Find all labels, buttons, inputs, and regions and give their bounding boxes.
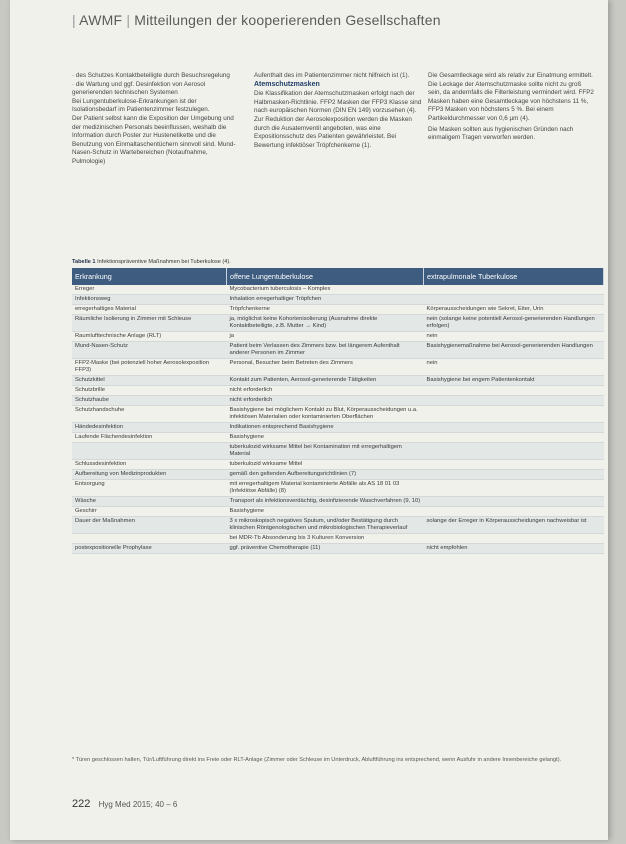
table-cell: Raumlufttechnische Anlage (RLT) — [72, 332, 227, 342]
table-cell: bei MDR-Tb Absonderung bis 3 Kulturen Konversion — [227, 534, 424, 544]
table-cell: Erreger — [72, 285, 227, 295]
table-cell: nicht erforderlich — [227, 386, 424, 396]
table-cell: Basishygienemaßnahme bei Aerosol-generierenden Handlungen — [424, 342, 604, 359]
table-cell — [424, 396, 604, 406]
table-row — [72, 460, 604, 470]
table-caption-text: Infektionspräventive Maßnahmen bei Tuberkulose (4). — [97, 259, 231, 265]
table-cell — [424, 423, 604, 433]
table-row — [72, 497, 604, 507]
paragraph: · des Schutzes Kontaktbeteiligte durch Besuchsregelung — [72, 72, 230, 79]
table-cell: Geschirr — [72, 507, 227, 517]
table-cell: Mycobacterium tuberculosis – Komplex — [227, 285, 424, 295]
table-cell — [424, 460, 604, 470]
body-text — [72, 72, 612, 252]
text-column-3 — [428, 72, 596, 143]
table-cell: erregerhaltiges Material — [72, 305, 227, 315]
table-cell: Schutzkittel — [72, 376, 227, 386]
journal-citation: Hyg Med 2015; 40 – 6 — [98, 800, 178, 809]
table-cell: ja, möglichst keine Kohortenisolierung (Ausnahme direkte Kontaktbeteiligte, z.B. Mutter → Kind) — [227, 315, 424, 332]
table-cell — [424, 295, 604, 305]
table-row — [72, 386, 604, 396]
table-cell: nicht erforderlich — [227, 396, 424, 406]
paragraph: Aufenthalt des im Patientenzimmer nicht hilfreich ist (1). — [254, 72, 410, 79]
table-row — [72, 305, 604, 315]
table-row — [72, 396, 604, 406]
table-cell: mit erregerhaltigem Material kontaminierte Abfälle als AS 18 01 03 (Infektiöse Abfälle) (8) — [227, 480, 424, 497]
table-cell: Laufende Flächendesinfektion — [72, 433, 227, 443]
text-column-1 — [72, 72, 240, 167]
table-cell: Entsorgung — [72, 480, 227, 497]
table-cell — [424, 386, 604, 396]
table-row — [72, 376, 604, 386]
table-cell: nicht empfohlen — [424, 544, 604, 554]
table-cell: Händedesinfektion — [72, 423, 227, 433]
table-cell: Dauer der Maßnahmen — [72, 517, 227, 534]
table-cell — [72, 443, 227, 460]
table-cell — [424, 470, 604, 480]
table-cell: tuberkulozid wirksame Mittel bei Kontamination mit erregerhaltigem Material — [227, 443, 424, 460]
table-caption — [72, 259, 602, 265]
table-cell: Transport als infektionsverdächtig, desinfizierende Waschverfahren (9, 10) — [227, 497, 424, 507]
table-cell — [424, 443, 604, 460]
table-cell: nein (solange keine potentiell Aerosol-generierenden Handlungen erfolgen) — [424, 315, 604, 332]
table-row — [72, 470, 604, 480]
table-cell: ja — [227, 332, 424, 342]
table-header-row — [72, 268, 604, 285]
table-cell — [424, 507, 604, 517]
table-row — [72, 517, 604, 534]
table-caption-label: Tabelle 1 — [72, 259, 96, 265]
header-section: AWMF — [79, 12, 123, 28]
table-cell: Basishygiene bei engem Patientenkontakt — [424, 376, 604, 386]
page-number: 222 — [72, 798, 91, 810]
section-heading: Atemschutzmasken — [254, 80, 320, 88]
table-cell: Basishygiene bei möglichem Kontakt zu Blut, Körperausscheidungen u.a. infektiösen Materialien oder kontaminierten Oberflächen — [227, 406, 424, 423]
table-cell: Inhalation erregerhaltiger Tröpfchen — [227, 295, 424, 305]
table-cell: Schutzbrille — [72, 386, 227, 396]
document-page — [10, 0, 608, 840]
table-row — [72, 443, 604, 460]
table-cell: nein — [424, 359, 604, 376]
table-header-cell: extrapulmonale Tuberkulose — [424, 268, 604, 285]
table-row — [72, 295, 604, 305]
table-cell: Basishygiene — [227, 507, 424, 517]
table-cell: Mund-Nasen-Schutz — [72, 342, 227, 359]
table-cell: Schutzhandschuhe — [72, 406, 227, 423]
paragraph: Der Patient selbst kann die Exposition der Umgebung und der medizinischen Personals beeinflussen, weshalb die Information durch Poster zur Hustenetikette und die Benutzung von Einmaltaschentüchern sinnvoll sind. Mund-Nasen-Schutz in Wartebereichen (Notaufnahme, Pulmologie) — [72, 114, 236, 165]
table-cell: Patient beim Verlassen des Zimmers bzw. bei längerem Aufenthalt anderer Personen im Zimmer — [227, 342, 424, 359]
paragraph: Die Klassifikation der Atemschutzmasken erfolgt nach der Halbmasken-Richtlinie. FFP2 Masken der FFP3 Klasse sind nach europäischen Normen (DIN EN 149) vorzusehen (4). Zur Reduktion der Aerosolexposition werden die Masken durch die Ausatemventil angeboten, was eine Expositionsschutz des Patienten gewährleistet. Bei Bewertung infektiöser Tröpfchenkerne (1). — [254, 90, 422, 149]
table-cell — [424, 285, 604, 295]
header-separator: | — [72, 12, 76, 28]
table-cell: 3 x mikroskopisch negatives Sputum, und/oder Bestätigung durch klinischen Röntgenologischen und mikrobiologischen Therapieverlauf — [227, 517, 424, 534]
table-cell — [424, 534, 604, 544]
paragraph: Die Masken sollten aus hygienischen Gründen nach einmaligem Tragen verworfen werden. — [428, 125, 574, 142]
table-row — [72, 342, 604, 359]
table-cell: nein — [424, 332, 604, 342]
header-title: Mitteilungen der kooperierenden Gesellschaften — [134, 12, 441, 28]
table-cell: Wäsche — [72, 497, 227, 507]
table-cell: solange der Erreger in Körperausscheidungen nachweisbar ist — [424, 517, 604, 534]
table-cell: Tröpfchenkerne — [227, 305, 424, 315]
page-header — [72, 12, 441, 28]
table-row — [72, 406, 604, 423]
table-row — [72, 433, 604, 443]
table-cell — [424, 406, 604, 423]
table-footnote: * Türen geschlossen halten, Tür/Luftführung direkt ins Freie oder RLT-Anlage (Zimmer oder Schleuse im Unterdruck, Abluftführung ins entsprechend, wenn Ausfuhr in andere Innenbereiche gelangt). — [72, 757, 562, 763]
table-cell: Indikationen entsprechend Basishygiene — [227, 423, 424, 433]
table-cell: gemäß den geltenden Aufbereitungsrichtlinien (7) — [227, 470, 424, 480]
table-row — [72, 315, 604, 332]
table-cell: Schutzhaube — [72, 396, 227, 406]
header-separator: | — [126, 12, 131, 28]
table-row — [72, 507, 604, 517]
table-row — [72, 534, 604, 544]
measures-table — [72, 268, 604, 554]
table-cell: postexpositionelle Prophylaxe — [72, 544, 227, 554]
table-row — [72, 285, 604, 295]
table-header-cell: offene Lungentuberkulose — [227, 268, 424, 285]
table-cell: ggf. präventive Chemotherapie (11) — [227, 544, 424, 554]
table-cell — [424, 480, 604, 497]
table-cell: Aufbereitung von Medizinprodukten — [72, 470, 227, 480]
table-cell: Räumliche Isolierung in Zimmer mit Schleuse — [72, 315, 227, 332]
table-cell — [72, 534, 227, 544]
table-cell: Körperausscheidungen wie Sekret, Eiter, Urin — [424, 305, 604, 315]
table-row — [72, 480, 604, 497]
text-column-2 — [254, 72, 422, 150]
table-cell: Basishygiene — [227, 433, 424, 443]
table-cell: Personal, Besucher beim Betreten des Zimmers — [227, 359, 424, 376]
paragraph: · die Wartung und ggf. Desinfektion von Aerosol generierenden technischen Systemen — [72, 80, 206, 97]
page-footer — [72, 798, 177, 810]
table-cell: Kontakt zum Patienten, Aerosol-generierende Tätigkeiten — [227, 376, 424, 386]
table-cell: Schlussdesinfektion — [72, 460, 227, 470]
table-cell: tuberkulozid wirksame Mittel — [227, 460, 424, 470]
paragraph: Bei Lungentuberkulose-Erkrankungen ist der Isolationsbedarf im Patientenzimmer festzulegen. — [72, 97, 210, 114]
table-cell: FFP2-Maske (bei potenziell hoher Aerosolexposition FFP3) — [72, 359, 227, 376]
table-cell: Infektionsweg — [72, 295, 227, 305]
table-cell — [424, 433, 604, 443]
table-cell — [424, 497, 604, 507]
table-row — [72, 544, 604, 554]
table-row — [72, 332, 604, 342]
table-row — [72, 359, 604, 376]
table-header-cell: Erkrankung — [72, 268, 227, 285]
paragraph: Die Gesamtleckage wird als relativ zur Einatmung ermittelt. Die Leckage der Atemschutzmaske sollte nicht zu groß sein, da andernfalls die Filterleistung vermindert wird. FFP2 Masken haben eine Gesamtleckage von höchstens 11 %, FFP3 Masken von höchstens 5 %. Bei einem Partikeldurchmesser von 0,6 µm (4). — [428, 72, 594, 122]
table-row — [72, 423, 604, 433]
